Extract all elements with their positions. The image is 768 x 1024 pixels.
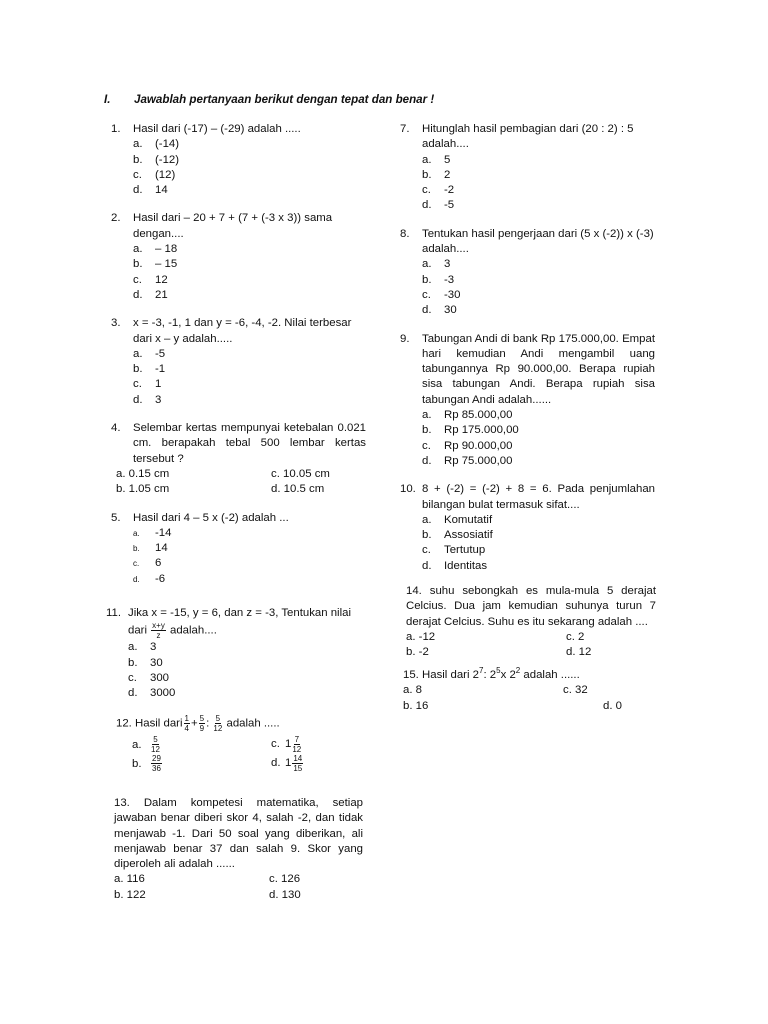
question-5	[111, 511, 366, 587]
question-text: 12. Hasil dari $\frac{1}{4}$ + $\frac{5}{9}$ : $\frac{5}{12}$ adalah .....	[116, 714, 280, 733]
option-a: a. (-14)	[133, 138, 180, 151]
question-text: 14. suhu sebongkah es mula-mula 5 derajat Celcius. Dua jam kemudian suhunya turun 7 derajat Celcius. Suhu es itu sekarang adalah ....	[406, 585, 657, 628]
question-number: 14.	[406, 585, 422, 597]
question-14	[406, 584, 656, 660]
question-number: 13.	[114, 797, 130, 809]
question-13	[114, 796, 363, 903]
question-number: 1.	[111, 123, 121, 135]
option-a: a. 0.15 cm	[116, 467, 170, 480]
option-a: a. – 18	[133, 243, 178, 256]
option-b: b. 122	[114, 888, 146, 901]
option-d: d. Rp 75.000,00	[422, 454, 513, 467]
option-a: a. -14	[133, 526, 172, 539]
question-7	[400, 122, 655, 214]
options-grid	[116, 735, 376, 773]
option-a: a. 5	[422, 153, 451, 166]
question-1	[111, 122, 366, 198]
option-d: d. -6	[133, 572, 166, 585]
option-b: b. (-12)	[133, 153, 180, 166]
question-3	[111, 316, 366, 408]
option-d: d. 10.5 cm	[271, 483, 325, 496]
question-number: 10.	[400, 483, 416, 496]
option-c: c. 6	[133, 557, 162, 570]
options-grid	[111, 467, 366, 498]
section-instruction: Jawablah pertanyaan berikut dengan tepat dan benar !	[134, 93, 435, 106]
question-number: 3.	[111, 317, 121, 330]
option-d: d. 1 $\frac{14}{15}$	[271, 754, 303, 773]
option-d: d. 0	[603, 699, 622, 712]
option-d: d. -5	[422, 199, 455, 212]
option-b: b. Rp 175.000,00	[422, 424, 519, 437]
option-c: c. 2	[566, 630, 585, 643]
options-grid-top	[403, 683, 665, 698]
option-a: a. -12	[406, 630, 436, 643]
question-number: 8.	[400, 227, 410, 240]
question-text: Jika x = -15, y = 6, dan z = -3, Tentukan nilai	[128, 607, 351, 619]
option-c: c. -30	[422, 288, 461, 301]
question-text: 13. Dalam kompetesi matematika, setiap jawaban benar diberi skor 4, salah -2, dan tidak menjawab -1. Dari 50 soal yang diberikan, ali menjawab benar 37 dan salah 9. Skor yang diperoleh ali adalah ......	[114, 797, 363, 871]
question-text: x = -3, -1, 1 dan y = -6, -4, -2. Nilai terbesar dari x – y adalah.....	[133, 317, 352, 345]
option-d: d. 30	[422, 304, 457, 317]
question-number: 4.	[111, 422, 121, 435]
option-a: a. 116	[114, 873, 145, 886]
option-a: a. 3	[128, 641, 157, 654]
option-d: d. 21	[133, 288, 168, 301]
option-c: c. 32	[563, 684, 588, 697]
option-d: d. 12	[566, 646, 592, 659]
question-number: 15.	[403, 669, 419, 681]
option-b: b. 30	[128, 656, 163, 669]
option-b: b. – 15	[133, 258, 178, 271]
option-b: b. -2	[406, 646, 429, 659]
option-d: d. 3000	[128, 687, 176, 700]
question-text-line2: dari $\frac{x+y}{z}$ adalah....	[128, 621, 217, 641]
question-number: 2.	[111, 212, 121, 225]
question-12	[116, 714, 376, 773]
option-a: a. $\frac{5}{12}$	[132, 735, 160, 754]
question-8	[400, 227, 655, 319]
left-column	[111, 122, 366, 600]
question-text: Selembar kertas mempunyai ketebalan 0.021 cm. berapakah tebal 500 lembar kertas tersebut ?	[133, 422, 366, 465]
option-d: d. 14	[133, 184, 168, 197]
option-b: b. -1	[133, 363, 166, 376]
section-heading	[104, 92, 434, 107]
option-a: a. 3	[422, 258, 451, 271]
question-10	[400, 482, 655, 574]
option-c: c. (12)	[133, 168, 176, 181]
option-b: b. Assosiatif	[422, 529, 493, 542]
option-b: b. -3	[422, 273, 455, 286]
option-c: c. 300	[128, 671, 170, 684]
option-c: c. -2	[422, 184, 455, 197]
option-a: a. Rp 85.000,00	[422, 409, 513, 422]
option-c: c. 12	[133, 273, 168, 286]
question-number: 12.	[116, 717, 132, 730]
question-15	[403, 668, 665, 714]
section-number: I.	[104, 93, 111, 106]
option-c: c. 1 $\frac{7}{12}$	[271, 735, 302, 754]
question-number: 9.	[400, 332, 410, 345]
question-text: Tabungan Andi di bank Rp 175.000,00. Empat hari kemudian Andi mengambil uang tabungannya Rp 90.000,00. Berapa rupiah sisa tabungan Andi. Berapa rupiah sisa tabungan Andi adalah......	[422, 332, 655, 406]
option-c: c. Rp 90.000,00	[422, 439, 513, 452]
question-number: 11.	[106, 607, 121, 619]
options-grid	[114, 872, 363, 903]
option-a: a. -5	[133, 347, 166, 360]
question-2	[111, 211, 366, 303]
question-text: 15. Hasil dari $2^7$: $2^5x$ $2^2$ adalah ......	[403, 666, 580, 681]
option-a: a. Komutatif	[422, 513, 493, 526]
options-grid-bottom	[403, 699, 665, 714]
fraction: $\frac{x+y}{z}$	[152, 621, 165, 641]
question-text: Hasil dari (-17) – (-29) adalah .....	[133, 123, 301, 135]
option-c: c. 126	[269, 873, 301, 886]
question-text: Hasil dari 4 – 5 x (-2) adalah ...	[133, 511, 289, 524]
question-11	[106, 606, 368, 701]
question-text: Hitunglah hasil pembagian dari (20 : 2) : 5 adalah....	[422, 123, 634, 151]
option-c: c. 1	[133, 378, 162, 391]
question-number: 5.	[111, 511, 121, 524]
option-a: a. 8	[403, 684, 422, 697]
question-4	[111, 421, 366, 497]
question-text: Tentukan hasil pengerjaan dari (5 x (-2)) x (-3) adalah....	[422, 227, 654, 256]
question-text: 8 + (-2) = (-2) + 8 = 6. Pada penjumlahan bilangan bulat termasuk sifat....	[422, 483, 655, 511]
option-b: b. 2	[422, 168, 451, 181]
option-c: c. Tertutup	[422, 544, 486, 557]
option-d: d. 3	[133, 393, 162, 406]
right-column	[400, 122, 655, 587]
option-b: b. $\frac{29}{36}$	[132, 754, 161, 773]
question-text: Hasil dari – 20 + 7 + (7 + (-3 x 3)) sama dengan....	[133, 212, 333, 240]
option-b: b. 14	[133, 542, 168, 555]
options-grid	[406, 630, 656, 661]
question-number: 7.	[400, 123, 410, 135]
option-c: c. 10.05 cm	[271, 467, 330, 480]
option-b: b. 16	[403, 699, 429, 712]
option-b: b. 1.05 cm	[116, 483, 170, 496]
option-d: d. Identitas	[422, 559, 488, 572]
question-9	[400, 332, 655, 470]
option-d: d. 130	[269, 888, 301, 901]
